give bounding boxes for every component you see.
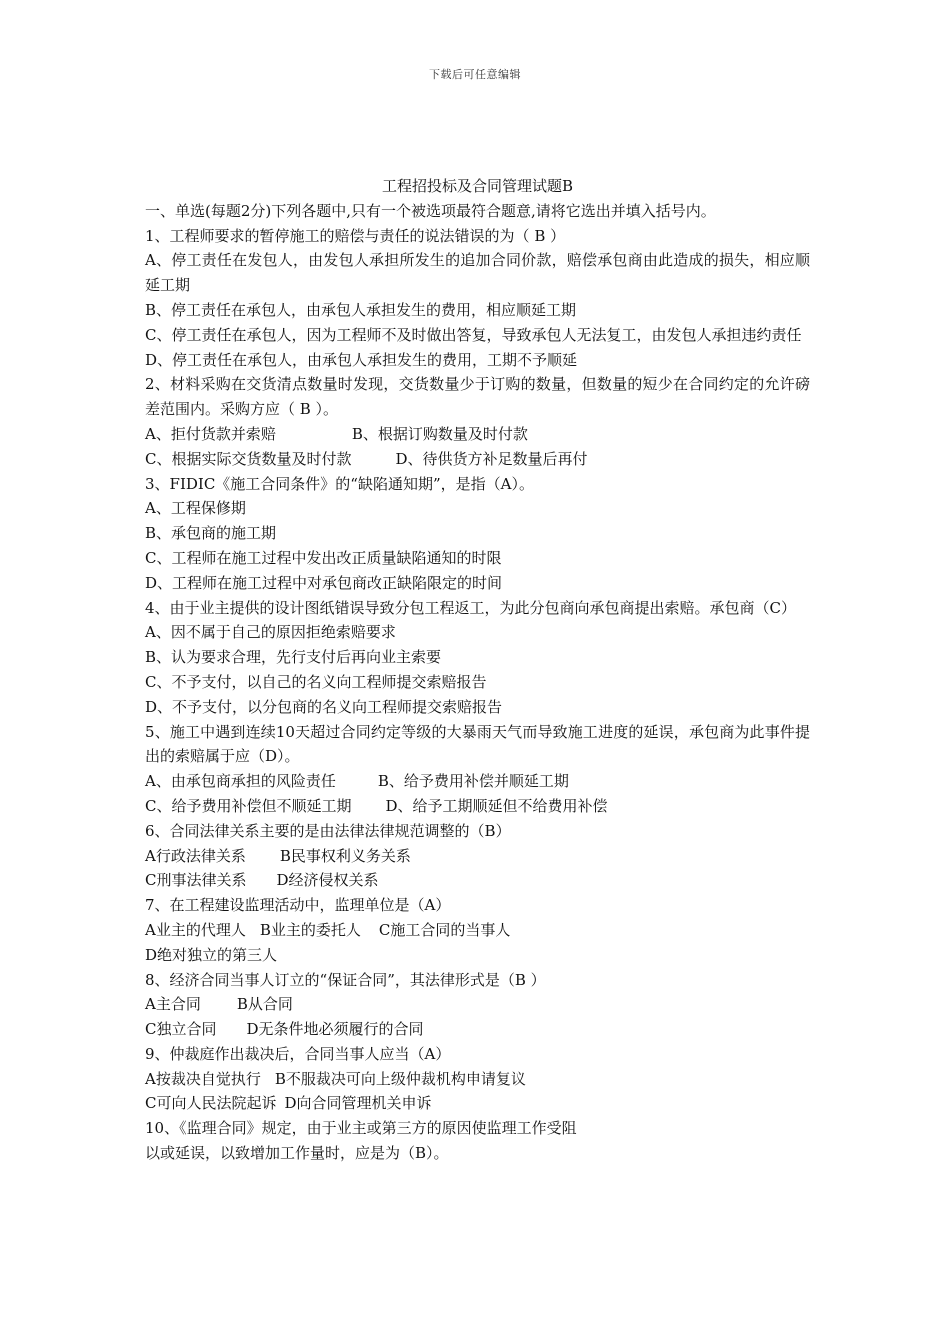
- document-title: 工程招投标及合同管理试题B: [381, 177, 574, 195]
- question-5: [145, 720, 810, 819]
- option-d: D无条件地必须履行的合同: [246, 1020, 424, 1039]
- document-body: [145, 174, 810, 1166]
- question-9: [145, 1042, 810, 1116]
- option-a: A业主的代理人: [145, 920, 246, 939]
- question-stem: 9、仲裁庭作出裁决后，合同当事人应当（A）: [145, 1044, 451, 1063]
- options-row: [145, 1091, 810, 1116]
- option-c: C、根据实际交货数量及时付款: [145, 449, 352, 468]
- options-row: [145, 992, 810, 1017]
- option-a: A、拒付货款并索赔: [145, 424, 276, 443]
- question-4: [145, 596, 810, 720]
- option-b: B、停工责任在承包人，由承包人承担发生的费用，相应顺延工期: [145, 300, 577, 319]
- options-row: [145, 447, 810, 472]
- options-row: [145, 422, 810, 447]
- option-d: D、工程师在施工过程中对承包商改正缺陷限定的时间: [145, 573, 503, 592]
- question-stem: 7、在工程建设监理活动中，监理单位是（A）: [145, 896, 451, 915]
- option-c: C独立合同: [145, 1020, 217, 1039]
- question-7: [145, 893, 810, 967]
- option-d: D、不予支付，以分包商的名义向工程师提交索赔报告: [145, 697, 503, 716]
- option-d: D、待供货方补足数量后再付: [395, 449, 588, 468]
- option-c: C刑事法律关系: [145, 871, 247, 890]
- question-stem-line-1: 10、《监理合同》规定，由于业主或第三方的原因使监理工作受阻: [145, 1119, 577, 1138]
- option-c: C施工合同的当事人: [378, 920, 511, 939]
- option-d: D经济侵权关系: [276, 871, 379, 890]
- option-c: C、给予费用补偿但不顺延工期: [145, 796, 352, 815]
- option-c: C可向人民法院起诉: [145, 1094, 277, 1113]
- option-d: D、停工责任在承包人，由承包人承担发生的费用，工期不予顺延: [145, 350, 578, 369]
- option-b: B、给予费用补偿并顺延工期: [377, 772, 569, 791]
- option-b: B从合同: [236, 995, 293, 1014]
- question-2: [145, 372, 810, 471]
- option-d: D向合同管理机关申诉: [284, 1094, 432, 1113]
- option-a: A、因不属于自己的原因拒绝索赔要求: [145, 623, 396, 642]
- option-b: B、认为要求合理，先行支付后再向业主索要: [145, 648, 442, 667]
- question-stem: 2、材料采购在交货清点数量时发现，交货数量少于订购的数量，但数量的短少在合同约定的允许磅差范围内。采购方应（ B ）。: [145, 375, 810, 419]
- option-b: B、根据订购数量及时付款: [351, 424, 528, 443]
- options-row: [145, 1017, 810, 1042]
- options-row: [145, 769, 810, 794]
- page-header: 下载后可任意编辑: [429, 68, 521, 81]
- question-1: [145, 224, 810, 373]
- option-c: C、不予支付，以自己的名义向工程师提交索赔报告: [145, 672, 487, 691]
- options-row: [145, 868, 810, 893]
- question-stem: 1、工程师要求的暂停施工的赔偿与责任的说法错误的为（ B ）: [145, 226, 566, 245]
- question-8: [145, 968, 810, 1042]
- question-stem: 5、施工中遇到连续10天超过合同约定等级的大暴雨天气而导致施工进度的延误，承包商为此事件提出的索赔属于应（D）。: [145, 722, 810, 766]
- option-a: A主合同: [145, 995, 201, 1014]
- option-d: D绝对独立的第三人: [145, 945, 278, 964]
- option-a: A、停工责任在发包人，由发包人承担所发生的追加合同价款，赔偿承包商由此造成的损失，相应顺延工期: [145, 251, 810, 295]
- option-b: B业主的委托人: [259, 920, 361, 939]
- section-intro: 一、单选(每题2分)下列各题中,只有一个被选项最符合题意,请将它选出并填入括号内。: [145, 201, 716, 220]
- question-stem: 6、合同法律关系主要的是由法律法律规范调整的（B）: [145, 821, 511, 840]
- question-stem-line-2: 以或延误，以致增加工作量时，应是为（B）。: [145, 1144, 449, 1163]
- options-row: [145, 918, 810, 943]
- option-a: A行政法律关系: [145, 846, 246, 865]
- question-6: [145, 819, 810, 893]
- options-row: [145, 844, 810, 869]
- option-b: B民事权利义务关系: [279, 846, 411, 865]
- question-stem: 3、FIDIC《施工合同条件》的“缺陷通知期”，是指（A）。: [145, 474, 534, 493]
- question-stem: 8、经济合同当事人订立的“保证合同”，其法律形式是（B ）: [145, 970, 546, 989]
- question-3: [145, 472, 810, 596]
- option-c: C、停工责任在承包人，因为工程师不及时做出答复，导致承包人无法复工，由发包人承担违约责任: [145, 325, 802, 344]
- option-a: A按裁决自觉执行: [145, 1069, 261, 1088]
- option-b: B、承包商的施工期: [145, 524, 277, 543]
- option-a: A、工程保修期: [145, 499, 246, 518]
- options-row: [145, 1067, 810, 1092]
- option-a: A、由承包商承担的风险责任: [145, 772, 336, 791]
- question-stem: 4、由于业主提供的设计图纸错误导致分包工程返工，为此分包商向承包商提出索赔。承包商（C）: [145, 598, 797, 617]
- option-c: C、工程师在施工过程中发出改正质量缺陷通知的时限: [145, 548, 502, 567]
- question-10: [145, 1116, 810, 1166]
- option-b: B不服裁决可向上级仲裁机构申请复议: [274, 1069, 526, 1088]
- options-row: [145, 794, 810, 819]
- option-d: D、给予工期顺延但不给费用补偿: [385, 796, 608, 815]
